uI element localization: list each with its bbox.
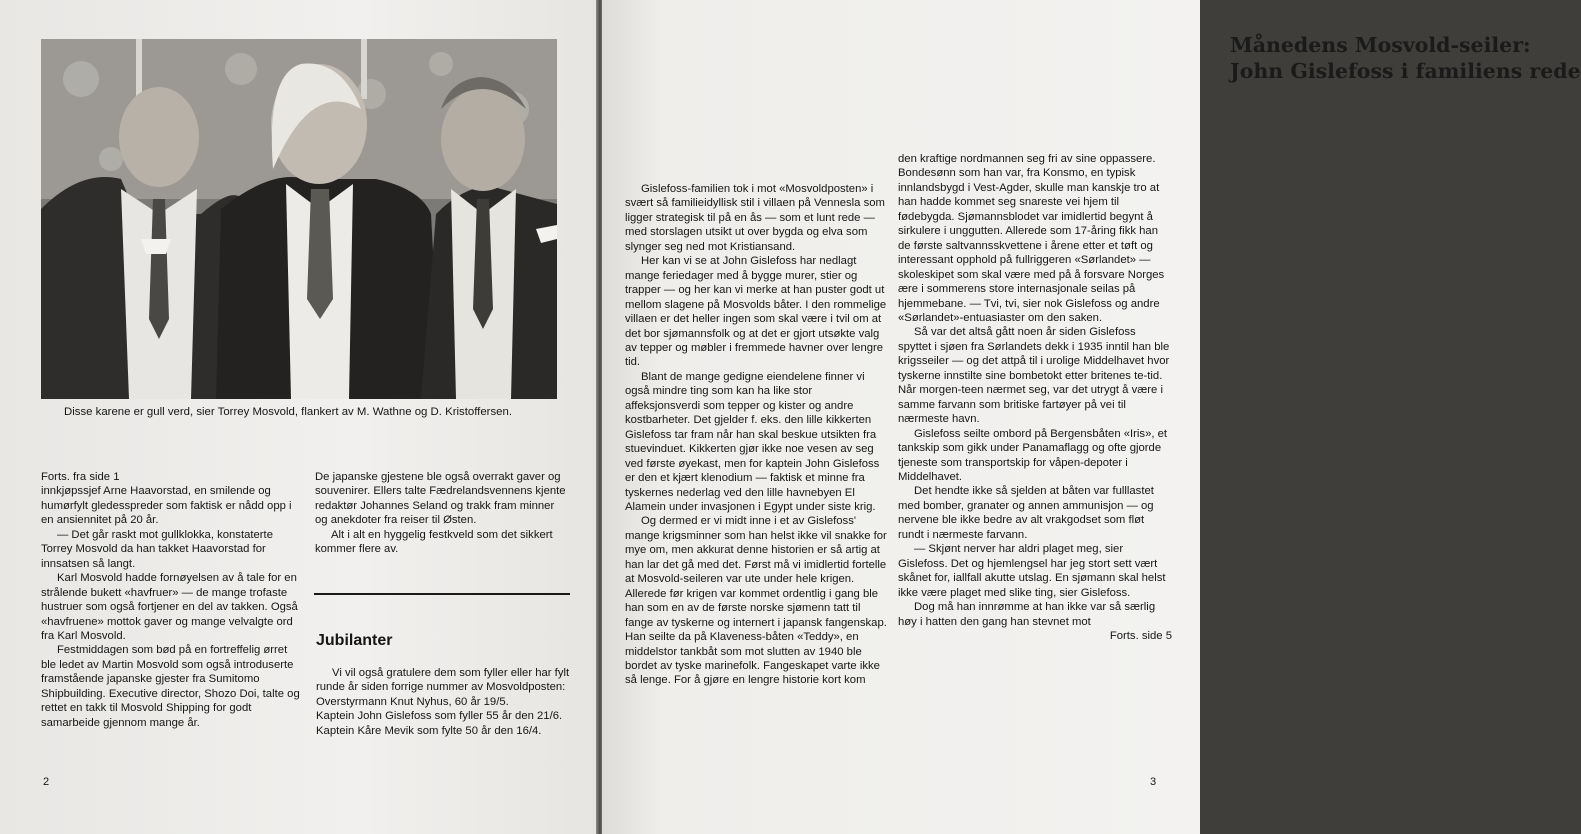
continued-from: Forts. fra side 1 (41, 471, 120, 483)
paragraph: Her kan vi se at John Gislefoss har nedlagt mange feriedager med å bygge murer, stier og trapper — og her kan vi merke at han puster godt ut mellom slagene på Mosvolds båter. I den rommelige villaen er det heller ingen som skal være i tvil om at det bor sjømannsfolk og at det er gjort utsøkte valg av tepper og møbler i fremmede havner over lengre tid. (625, 255, 887, 369)
paragraph: De japanske gjestene ble også overrakt gaver og souvenirer. Ellers talte Fædrelandsvennens kjente redaktør Johannes Seland og trakk fram minner og anekdoter fra reiser til Østen. (315, 471, 566, 527)
paragraph: Festmiddagen som bød på en fortreffelig ørret ble ledet av Martin Mosvold som også introduserte framstående japanske gjester fra Sumitomo Shipbuilding. Executive director, Shozo Doi, talte og rettet en takk til Mosvold Shipping for godt samarbeide gjennom mange år. (41, 644, 300, 729)
paragraph: Det hendte ikke så sjelden at båten var fulllastet med bomber, granater og annen ammunisjon — og nervene ble ikke bedre av alt vrakgodset som fløt rundt i nærmeste farvann. (898, 485, 1154, 541)
paragraph: Gislefoss seilte ombord på Bergensbåten «Iris», et tankskip som gikk under Panamaflagg og ofte gjorde tjeneste som transportskip for våpen-depoter i Middelhavet. (898, 427, 1168, 483)
right-column-1 (625, 182, 887, 688)
paragraph: den kraftige nordmannen seg fri av sine oppassere. Bondesønn som han var, fra Konsmo, en typisk innlandsbygd i Vest-Agder, skulle man kanskje tro at han hadde kommet seg snareste vei hjem til fødebygda. Sjømannsblodet var imidlertid begynt å sirkulere i unggutten. Allerede som 17-åring fikk han de første saltvannsskvettene i årene etter et tøft og interessant opphold på fullriggeren «Sørlandet» — skoleskipet som skal være med på å forsvare Norges ære i sommerens store internasjonale seilas på hjemmebane. — Tvi, tvi, sier nok Gislefoss og andre «Sørlandet»-entuasiaster om den saken. (898, 153, 1165, 324)
photo-caption: Disse karene er gull verd, sier Torrey Mosvold, flankert av M. Wathne og D. Kristoffersen. (64, 406, 512, 418)
jubilanter-section (316, 666, 574, 738)
paragraph: — Det går raskt mot gullklokka, konstaterte Torrey Mosvold da han takket Haavorstad for innsatsen så langt. (41, 528, 273, 570)
section-divider (314, 593, 570, 595)
paragraph: Karl Mosvold hadde fornøyelsen av å tale for en strålende bukett «havfruer» — de mange trofaste hustruer som også fortjener en del av takken. Også «havfruene» mottok gaver og mange velvalgte ord fra Karl Mosvold. (41, 572, 298, 642)
paragraph: Så var det altså gått noen år siden Gislefoss spyttet i sjøen fra Sørlandets dekk i 1935 inntil han ble krigsseiler — og det attpå til i urolige Middelhavet hvor tyskerne innstilte sine bombetokt etter britenes te-tid. Når morgen-teen nærmet seg, var det utrygt å være i samme farvann som britiske fartøyer på vei til nærmeste havn. (898, 326, 1170, 426)
paragraph: Dog må han innrømme at han ikke var så særlig høy i hatten den gang han stevnet mot (898, 601, 1156, 628)
title-line: Månedens Mosvold-seiler: (1230, 33, 1531, 57)
jubilant-item: Overstyrmann Knut Nyhus, 60 år 19/5. (316, 695, 509, 708)
jubilanter-heading: Jubilanter (316, 632, 393, 649)
paragraph: Og dermed er vi midt inne i et av Gislefoss' mange krigsminner som han helst ikke vil snakke for mye om, men akkurat denne historien er så artig at han lar det gå med det. Først må vi imidlertid fortelle at Mosvold-seileren var ute under hele krigen. Allerede før krigen var kommet ordentlig i gang ble han som en av de første norske sjømenn tatt til fange av tyskerne og internert i japansk fangenskap. Han seilte da på Klaveness-båten «Teddy», en middelstor tankbåt som mot slutten av 1940 ble bordet av tyske marinefolk. Fangeskapet varte ikke så lenge. For å gjøre en lengre historie kort kom (625, 515, 887, 687)
paragraph: — Skjønt nerver har aldri plaget meg, sier Gislefoss. Det og hjemlengsel har jeg stort sett vært skånet for, iallfall akutte utslag. En sjømann skal helst ikke være plaget med slike ting, sier Gislefoss. (898, 543, 1166, 599)
page-number: 2 (43, 776, 50, 788)
paragraph: Alt i alt en hyggelig festkveld som det sikkert kommer flere av. (315, 528, 553, 556)
left-column-1 (41, 470, 302, 730)
right-page (602, 0, 1581, 834)
group-photo (41, 39, 557, 399)
left-page (0, 0, 598, 834)
jubilanter-intro: Vi vil også gratulere dem som fyller eller har fylt runde år siden forrige nummer av Mosvoldposten: (316, 667, 570, 694)
page-number: 3 (1150, 776, 1157, 788)
article-title (1230, 32, 1581, 84)
paragraph: Gislefoss-familien tok i mot «Mosvoldposten» i svært så familieidyllisk stil i villaen på Vennesla som ligger strategisk til på en ås — som et lunt rede — med storslagen utsikt ut over bygda og elva som slynger seg ned mot Kristiansand. (625, 183, 885, 253)
left-column-2 (315, 470, 567, 557)
paragraph: Blant de mange gedigne eiendelene finner vi også mindre ting som kan ha like stor affeksjonsverdi som tepper og kister og andre kostbarheter. Det gjelder f. eks. den lille kikkerten Gislefoss tar fram når han skal beskue utsikten fra stuevinduet. Kikkerten gjør ikke noe vesen av seg ved første øyekast, men for kaptein John Gislefoss er den et kjært klenodium — faktisk et minne fra tyskernes nederlag ved den lille havnebyen El Alamein under invasjonen i Egypt under siste krig. (625, 370, 880, 513)
paragraph: innkjøpssjef Arne Haavorstad, en smilende og humørfylt gledesspreder som faktisk er nådd opp i en ansiennitet på 20 år. (41, 485, 292, 527)
jubilant-item: Kaptein John Gislefoss som fyller 55 år den 21/6. (316, 710, 563, 723)
right-column-2 (898, 152, 1172, 643)
title-line: John Gislefoss i familiens rede (1230, 59, 1581, 83)
jubilant-item: Kaptein Kåre Mevik som fylte 50 år den 16/4. (316, 724, 542, 737)
continued-note: Forts. side 5 (1109, 629, 1172, 642)
